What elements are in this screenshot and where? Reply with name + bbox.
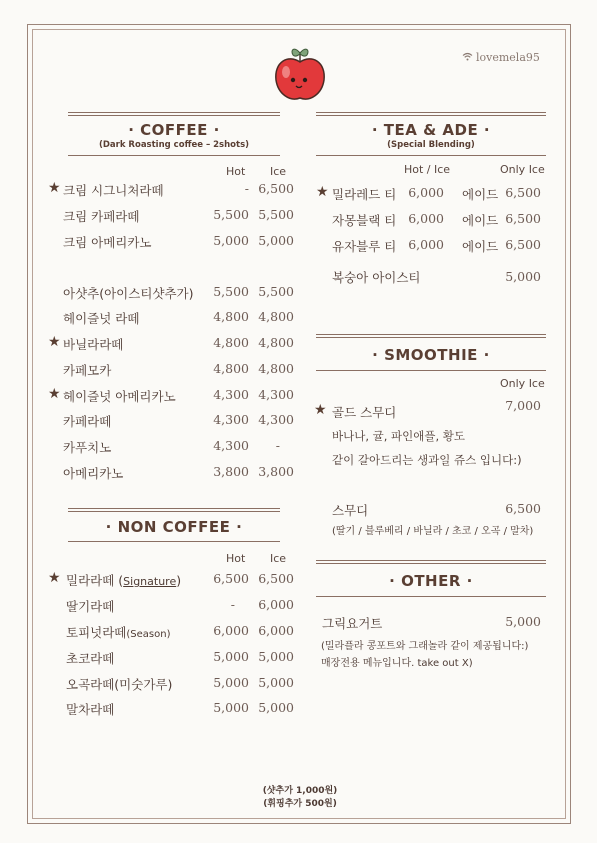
smoothie-separator — [316, 334, 546, 338]
smoothie-only-ice-header: Only Ice — [500, 377, 545, 390]
tea-item-name: 자몽블랙 티 — [332, 213, 397, 228]
apple-logo — [272, 40, 328, 104]
coffee-item-name: 아샷추(아이스티샷추가) — [63, 286, 194, 301]
ade-label: 에이드 — [462, 187, 499, 202]
tea-title: · TEA & ADE · — [371, 121, 491, 139]
non-coffee-item-name — [66, 623, 171, 641]
coffee-item-hot: 4,800 — [213, 309, 249, 324]
coffee-item-ice: 5,000 — [258, 233, 294, 248]
smoothie-name: 스무디 — [332, 503, 369, 518]
coffee-item-ice: 4,800 — [258, 335, 294, 350]
ade-item-price: 6,500 — [505, 185, 541, 200]
gold-smoothie-price: 7,000 — [505, 398, 541, 413]
instagram-handle — [462, 51, 540, 64]
coffee-item-name: 헤이즐넛 아메리카노 — [63, 389, 176, 404]
coffee-item-ice: 4,800 — [258, 361, 294, 376]
ade-item-price: 6,500 — [505, 211, 541, 226]
season-label: (Season) — [126, 629, 171, 640]
coffee-item-ice: 3,800 — [258, 464, 294, 479]
star-icon: ★ — [314, 402, 327, 418]
yogurt-desc-1: (밀라플라 콩포트와 그래놀라 같이 제공됩니다:) — [321, 641, 529, 652]
signature-label: Signature — [123, 575, 177, 588]
other-title: · OTHER · — [389, 572, 473, 590]
smoothie-rule — [316, 370, 546, 371]
tea-rule — [316, 155, 546, 156]
item-name-text: 밀라라떼 ( — [66, 573, 124, 588]
star-icon: ★ — [48, 570, 61, 586]
star-icon: ★ — [48, 334, 61, 350]
non-coffee-item-hot: 5,000 — [213, 700, 249, 715]
other-rule — [316, 596, 546, 597]
coffee-item-name: 카푸치노 — [63, 440, 112, 455]
non-coffee-title: · NON COFFEE · — [105, 518, 243, 536]
star-icon: ★ — [48, 180, 61, 196]
non-coffee-item-hot: 5,000 — [213, 675, 249, 690]
non-coffee-item-hot: 6,500 — [213, 571, 249, 586]
coffee-item-name: 헤이즐넛 라떼 — [63, 311, 140, 326]
non-coffee-item-ice: 5,000 — [258, 675, 294, 690]
coffee-item-name: 카페모카 — [63, 363, 112, 378]
coffee-item-hot: 3,800 — [213, 464, 249, 479]
coffee-item-name: 아메리카노 — [63, 466, 124, 481]
non-coffee-ice-header: Ice — [270, 552, 287, 565]
non-coffee-item-name — [66, 571, 181, 589]
coffee-item-hot: 4,300 — [213, 438, 249, 453]
yogurt-price: 5,000 — [505, 614, 541, 629]
non-coffee-item-hot: - — [230, 597, 235, 612]
coffee-item-ice: 6,500 — [258, 181, 294, 196]
footer-whip-extra: (휘핑추가 500원) — [263, 799, 337, 809]
non-coffee-hot-header: Hot — [226, 552, 246, 565]
coffee-item-ice: 5,500 — [258, 284, 294, 299]
non-coffee-rule — [68, 541, 280, 542]
star-icon: ★ — [316, 184, 329, 200]
tea-item-price: 6,000 — [408, 185, 444, 200]
coffee-item-name: 바닐라라떼 — [63, 337, 124, 352]
coffee-title: · COFFEE · — [128, 121, 220, 139]
non-coffee-item-ice: 6,000 — [258, 623, 294, 638]
non-coffee-item-hot: 6,000 — [213, 623, 249, 638]
coffee-item-hot: 4,800 — [213, 361, 249, 376]
smoothie-flavors: (딸기 / 블루베리 / 바닐라 / 초코 / 오곡 / 말차) — [332, 526, 534, 537]
smoothie-title: · SMOOTHIE · — [372, 346, 490, 364]
gold-smoothie-name: 골드 스무디 — [332, 405, 397, 420]
item-name-text: 토피넛라떼 — [66, 625, 127, 640]
gold-smoothie-desc-1: 바나나, 귤, 파인애플, 황도 — [332, 429, 466, 443]
coffee-item-name: 크림 시그니처라떼 — [63, 183, 164, 198]
ade-label: 에이드 — [462, 239, 499, 254]
coffee-item-hot: - — [244, 181, 249, 196]
ade-item-price: 6,500 — [505, 237, 541, 252]
tea-subtitle: (Special Blending) — [387, 140, 475, 150]
coffee-item-hot: 5,000 — [213, 233, 249, 248]
wifi-icon — [462, 52, 473, 64]
coffee-ice-header: Ice — [270, 165, 287, 178]
non-coffee-separator — [68, 508, 280, 512]
peach-tea-name: 복숭아 아이스티 — [332, 270, 421, 285]
tea-item-price: 6,000 — [408, 237, 444, 252]
gold-smoothie-desc-2: 같이 갈아드리는 생과일 쥬스 입니다:) — [332, 453, 522, 467]
coffee-item-hot: 4,800 — [213, 335, 249, 350]
non-coffee-item-ice: 5,000 — [258, 700, 294, 715]
tea-hot-ice-header: Hot / Ice — [404, 163, 451, 176]
coffee-item-ice: 4,300 — [258, 387, 294, 402]
ade-label: 에이드 — [462, 213, 499, 228]
tea-item-name: 유자블루 티 — [332, 239, 397, 254]
coffee-item-name: 크림 카페라떼 — [63, 209, 140, 224]
instagram-handle-text: lovemela95 — [476, 51, 540, 64]
yogurt-name: 그릭요거트 — [322, 616, 383, 631]
coffee-item-ice: 5,500 — [258, 207, 294, 222]
star-icon: ★ — [48, 386, 61, 402]
coffee-item-hot: 5,500 — [213, 207, 249, 222]
non-coffee-item-ice: 6,000 — [258, 597, 294, 612]
coffee-hot-header: Hot — [226, 165, 246, 178]
tea-only-ice-header: Only Ice — [500, 163, 545, 176]
peach-tea-price: 5,000 — [505, 269, 541, 284]
non-coffee-item-name: 초코라떼 — [66, 651, 115, 666]
coffee-item-ice: 4,300 — [258, 412, 294, 427]
coffee-item-name: 크림 아메리카노 — [63, 235, 152, 250]
non-coffee-item-name: 오곡라떼(미숫가루) — [66, 677, 173, 692]
non-coffee-item-ice: 6,500 — [258, 571, 294, 586]
tea-separator — [316, 112, 546, 116]
coffee-separator — [68, 112, 280, 116]
item-name-close: ) — [176, 573, 182, 588]
coffee-subtitle: (Dark Roasting coffee – 2shots) — [98, 140, 250, 150]
coffee-item-hot: 4,300 — [213, 387, 249, 402]
coffee-rule — [68, 155, 280, 156]
tea-item-name: 밀라레드 티 — [332, 187, 397, 202]
coffee-item-name: 카페라떼 — [63, 414, 112, 429]
coffee-item-hot: 4,300 — [213, 412, 249, 427]
coffee-item-ice: - — [275, 438, 280, 453]
non-coffee-item-ice: 5,000 — [258, 649, 294, 664]
footer-shot-extra: (샷추가 1,000원) — [262, 786, 338, 796]
non-coffee-item-hot: 5,000 — [213, 649, 249, 664]
coffee-item-hot: 5,500 — [213, 284, 249, 299]
smoothie-price: 6,500 — [505, 501, 541, 516]
other-separator — [316, 560, 546, 564]
non-coffee-item-name: 말차라떼 — [66, 702, 115, 717]
non-coffee-item-name: 딸기라떼 — [66, 599, 115, 614]
coffee-item-ice: 4,800 — [258, 309, 294, 324]
tea-item-price: 6,000 — [408, 211, 444, 226]
yogurt-desc-2: 매장전용 메뉴입니다. take out X) — [321, 658, 473, 669]
